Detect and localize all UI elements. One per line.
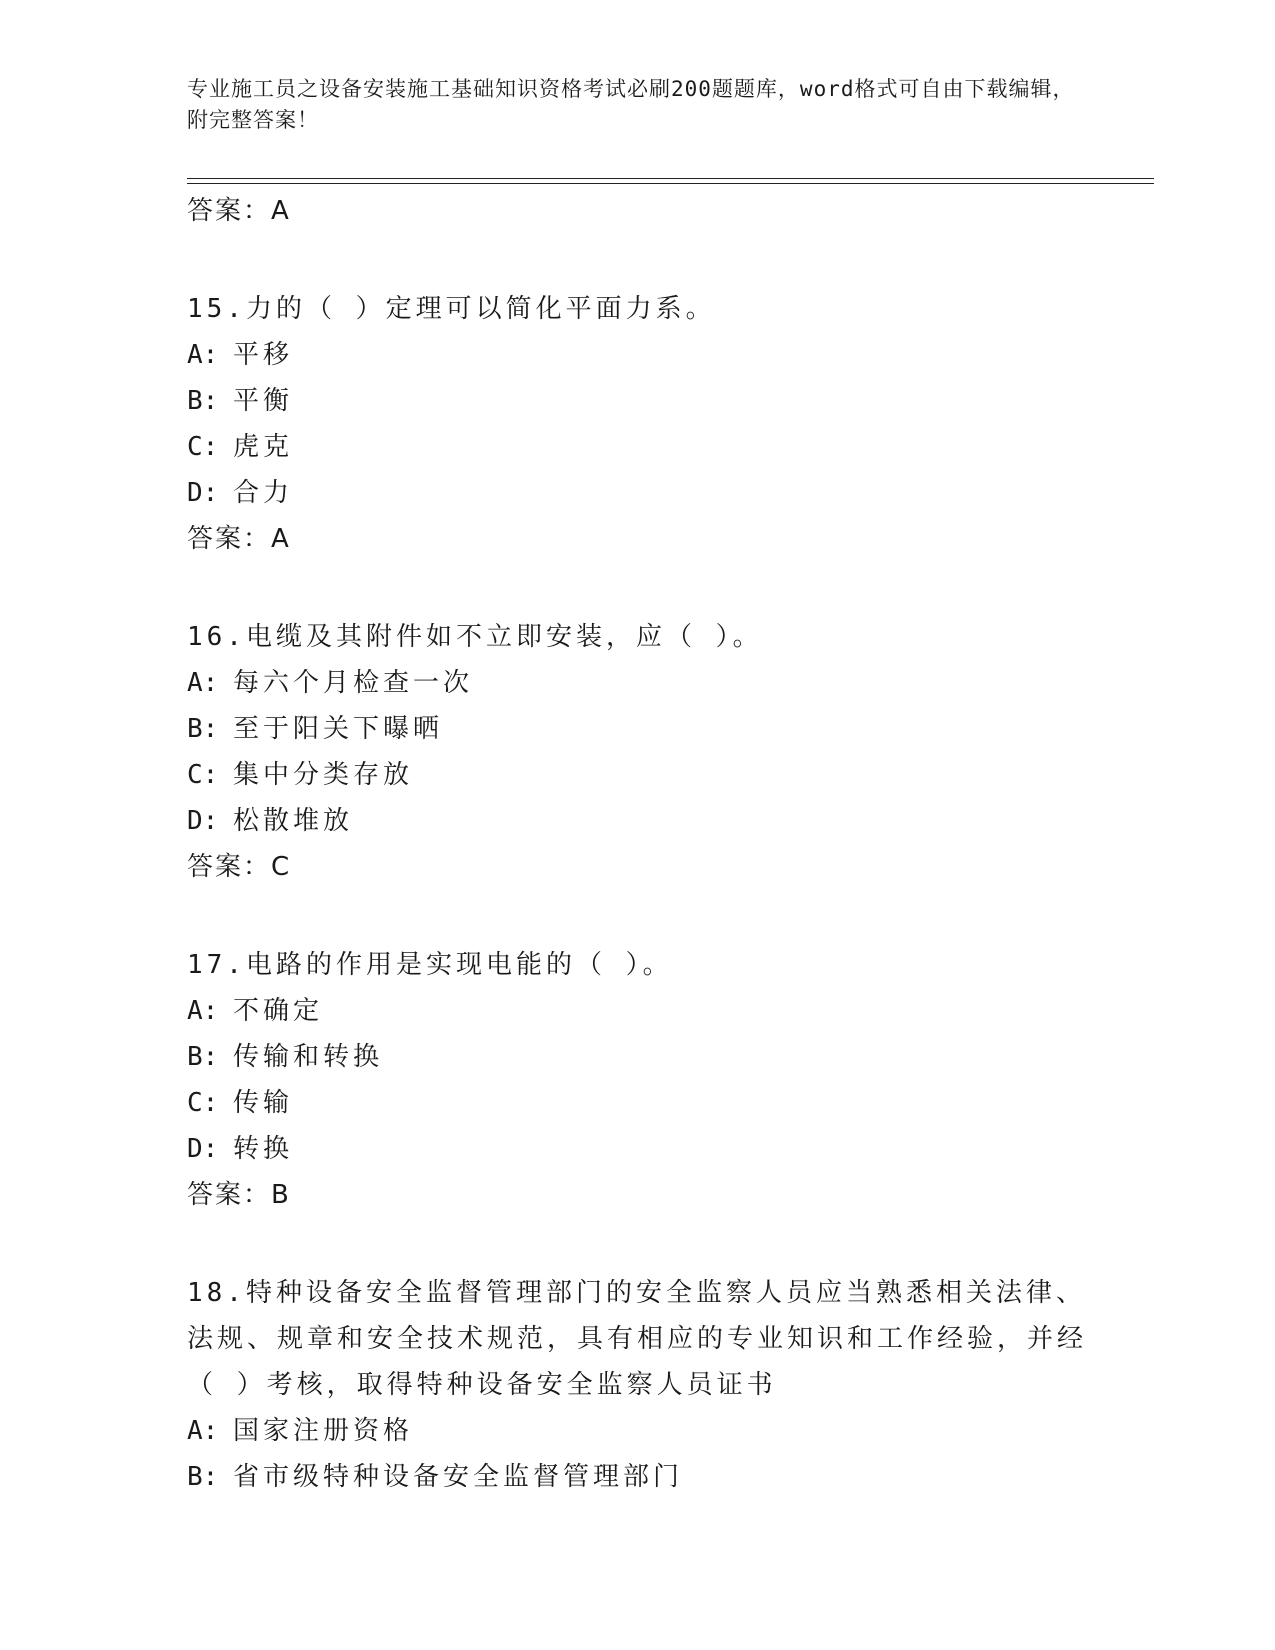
option-text: 转换 — [233, 1134, 294, 1164]
question-17 — [187, 942, 1087, 1218]
option-text: 省市级特种设备安全监督管理部门 — [233, 1462, 684, 1492]
option-text: 至于阳关下曝晒 — [233, 714, 444, 744]
option-c — [187, 1080, 1087, 1126]
option-letter: A: — [187, 340, 219, 370]
option-letter: B: — [187, 1042, 219, 1072]
option-letter: D: — [187, 1134, 219, 1164]
question-16 — [187, 614, 1087, 890]
option-letter: D: — [187, 478, 219, 508]
option-text: 合力 — [233, 478, 294, 508]
question-stem: 17.电路的作用是实现电能的（ ）。 — [187, 950, 673, 980]
answer-line: 答案：A — [187, 524, 291, 554]
option-text: 传输和转换 — [233, 1042, 384, 1072]
answer-line: 答案：C — [187, 852, 292, 882]
option-c — [187, 752, 1087, 798]
option-b — [187, 378, 1087, 424]
question-stem: 15.力的（ ）定理可以简化平面力系。 — [187, 294, 716, 324]
option-d — [187, 470, 1087, 516]
question-list — [187, 188, 1087, 1500]
option-text: 平衡 — [233, 386, 294, 416]
option-b — [187, 1034, 1087, 1080]
question-stem: 18.特种设备安全监督管理部门的安全监察人员应当熟悉相关法律、法规、规章和安全技术规范，具有相应的专业知识和工作经验，并经（ ）考核，取得特种设备安全监察人员证书 — [187, 1278, 1088, 1400]
option-letter: A: — [187, 1416, 219, 1446]
previous-answer: 答案：A — [187, 196, 291, 226]
option-text: 国家注册资格 — [233, 1416, 414, 1446]
option-letter: A: — [187, 668, 219, 698]
option-text: 平移 — [233, 340, 294, 370]
option-letter: B: — [187, 386, 219, 416]
option-a — [187, 332, 1087, 378]
header-divider-bottom — [187, 183, 1154, 184]
question-15 — [187, 286, 1087, 562]
option-d — [187, 798, 1087, 844]
option-a — [187, 660, 1087, 706]
question-18 — [187, 1270, 1087, 1500]
option-text: 虎克 — [233, 432, 294, 462]
option-letter: C: — [187, 1088, 219, 1118]
option-b — [187, 1454, 1087, 1500]
option-a — [187, 1408, 1087, 1454]
option-text: 集中分类存放 — [233, 760, 414, 790]
option-text: 松散堆放 — [233, 806, 354, 836]
option-text: 不确定 — [233, 996, 324, 1026]
option-letter: C: — [187, 432, 219, 462]
question-stem: 16.电缆及其附件如不立即安装，应（ ）。 — [187, 622, 763, 652]
option-c — [187, 424, 1087, 470]
option-letter: A: — [187, 996, 219, 1026]
option-letter: C: — [187, 760, 219, 790]
header-divider-top — [187, 178, 1154, 179]
document-header: 专业施工员之设备安装施工基础知识资格考试必刷200题题库，word格式可自由下载编辑，附完整答案！ — [187, 77, 1075, 132]
option-b — [187, 706, 1087, 752]
answer-line: 答案：B — [187, 1180, 291, 1210]
option-letter: B: — [187, 714, 219, 744]
option-text: 传输 — [233, 1088, 294, 1118]
option-letter: D: — [187, 806, 219, 836]
option-text: 每六个月检查一次 — [233, 668, 474, 698]
option-d — [187, 1126, 1087, 1172]
option-a — [187, 988, 1087, 1034]
option-letter: B: — [187, 1462, 219, 1492]
